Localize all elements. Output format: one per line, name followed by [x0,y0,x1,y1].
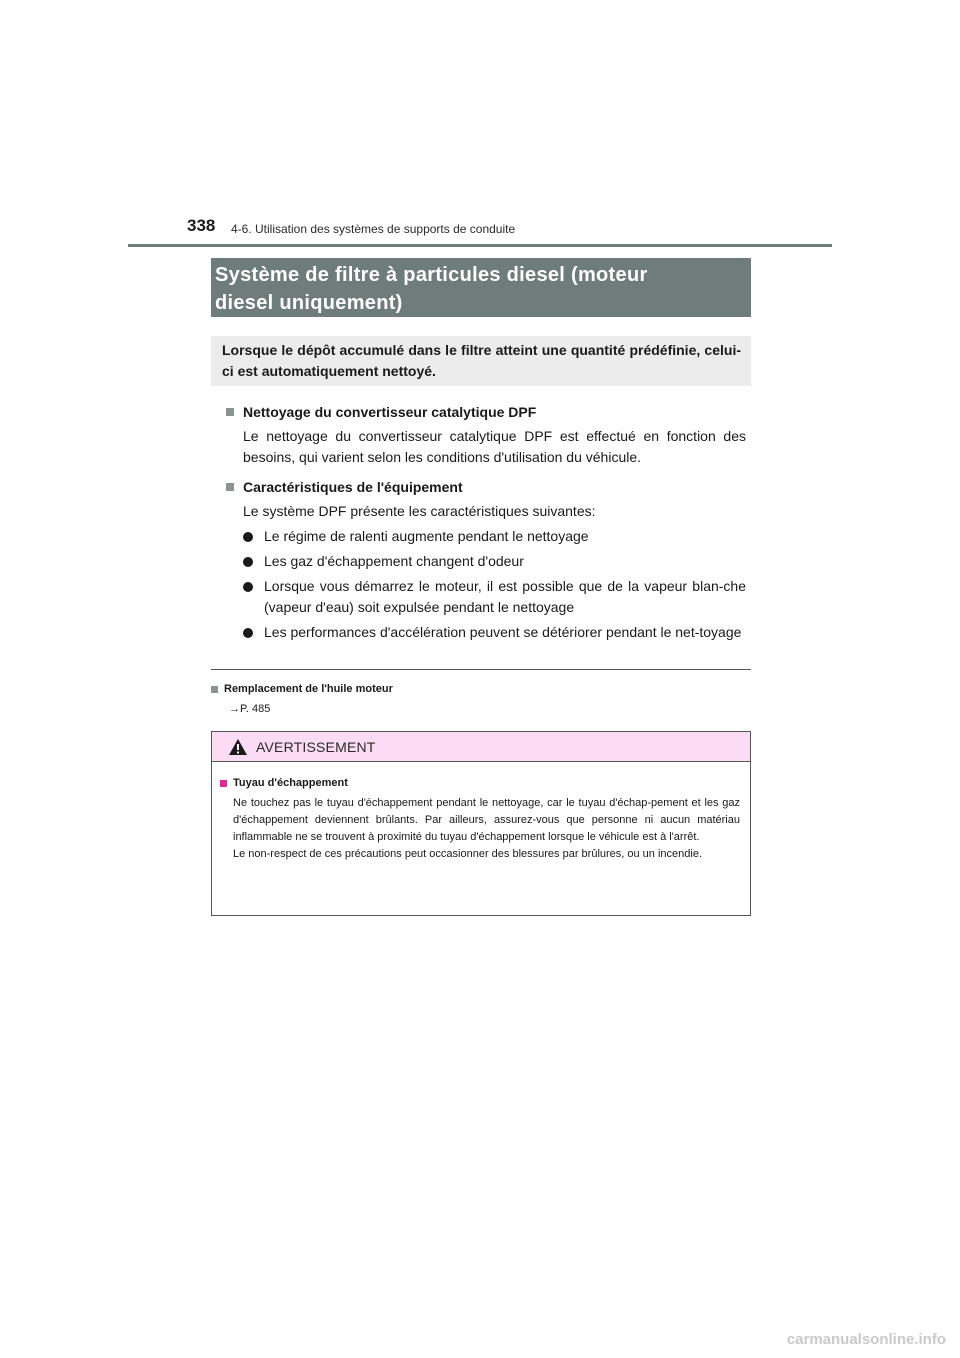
warning-body [212,762,750,863]
cleaning-title: Nettoyage du convertisseur catalytique DPF [243,404,537,420]
bullet-text: Lorsque vous démarrez le moteur, il est possible que de la vapeur blan-che (vapeur d'eau) soit expulsée pendant le nettoyage [264,578,746,615]
bullet-item [243,526,746,547]
body-content [226,402,746,643]
cleaning-text: Le nettoyage du convertisseur catalytique DPF est effectué en fonction des besoins, qui varient selon les conditions d'utilisation du véhicule. [243,428,746,465]
square-bullet-icon [211,686,218,693]
pink-square-icon [220,780,227,787]
warning-header [212,732,750,762]
warning-subheading [220,775,740,792]
bullet-item [243,622,746,643]
characteristics-title: Caractéristiques de l'équipement [243,479,463,495]
page-reference-link[interactable]: →P. 485 [229,703,271,715]
header-rule [128,244,832,247]
bullet-text: Les gaz d'échappement changent d'odeur [264,553,524,569]
watermark: carmanualsonline.info [786,1331,946,1348]
bullet-dot-icon [243,582,253,592]
warning-subtitle: Tuyau d'échappement [233,777,348,789]
chapter-title: 4-6. Utilisation des systèmes de supports de conduite [231,222,516,236]
section-heading [211,258,751,317]
bullet-text: Les performances d'accélération peuvent se détériorer pendant le net-toyage [264,624,742,640]
characteristics-intro: Le système DPF présente les caractéristiques suivantes: [243,503,596,519]
square-bullet-icon [226,408,234,416]
square-bullet-icon [226,483,234,491]
warning-title: AVERTISSEMENT [256,738,376,755]
warning-box [211,731,751,916]
page-number: 338 [187,216,216,235]
divider [211,669,751,670]
bullet-text: Le régime de ralenti augmente pendant le nettoyage [264,528,589,544]
section-title-line1: Système de filtre à particules diesel (moteur [215,264,648,286]
bullet-dot-icon [243,557,253,567]
warning-triangle-icon [228,738,248,756]
intro-box: Lorsque le dépôt accumulé dans le filtre atteint une quantité prédéfinie, celui-ci est automatiquement nettoyé. [211,336,751,386]
bullet-dot-icon [243,532,253,542]
characteristics-heading [226,477,746,497]
bullet-item [243,576,746,618]
cleaning-heading [226,402,746,422]
note [211,681,751,717]
note-heading [211,681,751,697]
section-title-line2: diesel uniquement) [215,292,403,314]
bullet-dot-icon [243,628,253,638]
warning-text: Ne touchez pas le tuyau d'échappement pendant le nettoyage, car le tuyau d'échap-pement et les gaz d'échappement deviennent brûlants. Par ailleurs, assurez-vous que personne ni aucun matériau inflammable ne se trouvent à proximité du tuyau d'échappement lorsque le véhicule est à l'arrêt. [233,797,740,843]
bullet-item [243,551,746,572]
warning-text-2: Le non-respect de ces précautions peut occasionner des blessures par brûlures, ou un incendie. [233,848,703,860]
note-title: Remplacement de l'huile moteur [224,683,393,695]
